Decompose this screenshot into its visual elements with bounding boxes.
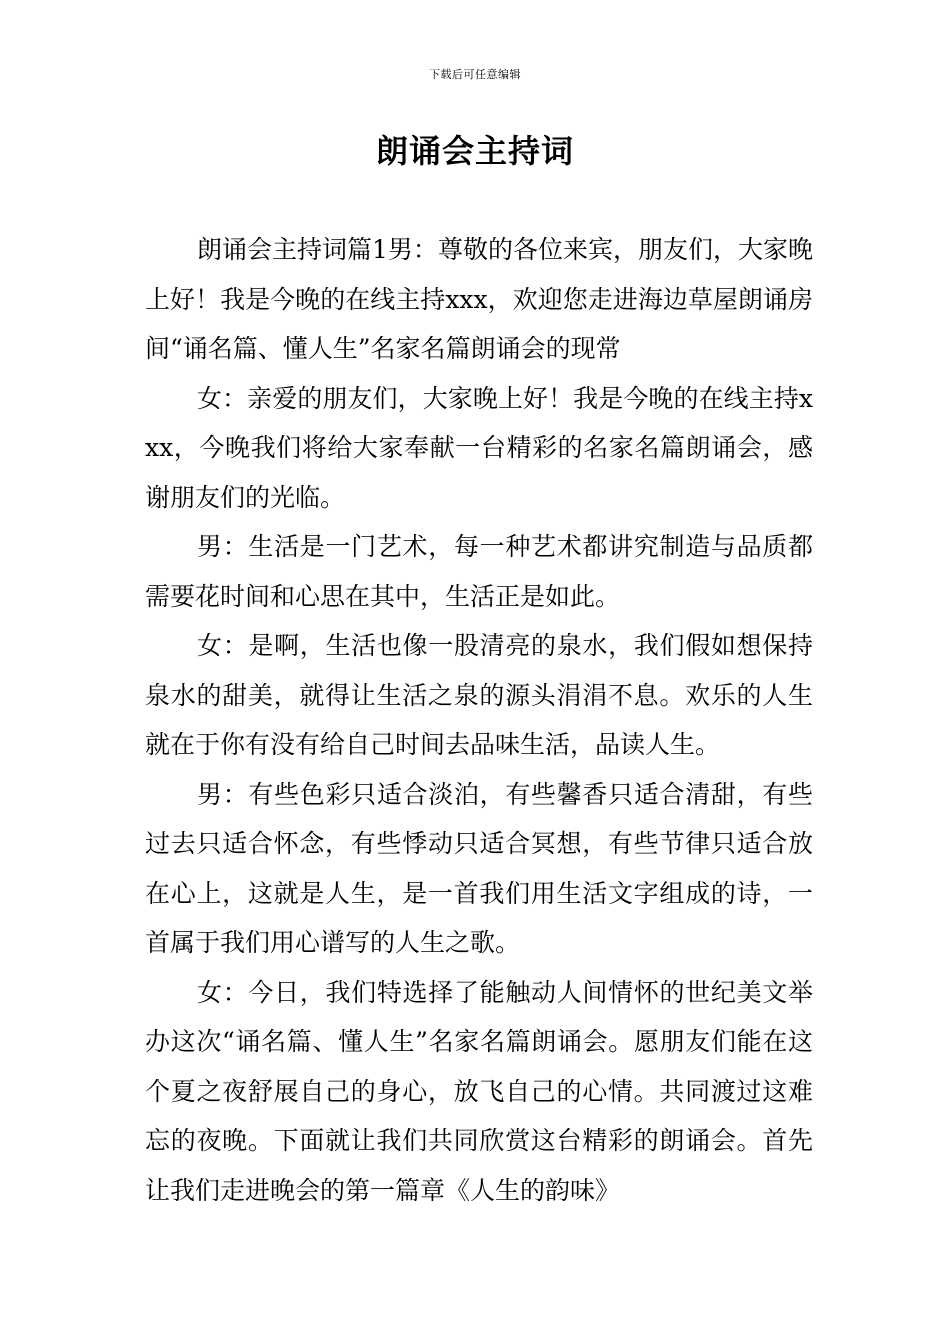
header-note: 下载后可任意编辑 (429, 68, 521, 81)
paragraph: 女：今日，我们特选择了能触动人间情怀的世纪美文举办这次“诵名篇、懂人生”名家名篇朗诵会。愿朋友们能在这个夏之夜舒展自己的身心，放飞自己的心情。共同渡过这难忘的夜晚。下面就让我们共同欣赏这台精彩的朗诵会。首先让我们走进晚会的第一篇章《人生的韵味》 (145, 977, 813, 1205)
paragraph: 男：生活是一门艺术，每一种艺术都讲究制造与品质都需要花时间和心思在其中，生活正是如此。 (145, 532, 813, 611)
paragraph: 女：亲爱的朋友们，大家晚上好！我是今晚的在线主持xxx，今晚我们将给大家奉献一台精彩的名家名篇朗诵会，感谢朋友们的光临。 (145, 383, 813, 512)
page-title: 朗诵会主持词 (375, 132, 574, 170)
paragraph: 朗诵会主持词篇1男：尊敬的各位来宾，朋友们，大家晚上好！我是今晚的在线主持xxx，欢迎您走进海边草屋朗诵房间“诵名篇、懂人生”名家名篇朗诵会的现常 (145, 235, 813, 363)
paragraph: 男：有些色彩只适合淡泊，有些馨香只适合清甜，有些过去只适合怀念，有些悸动只适合冥想，有些节律只适合放在心上，这就是人生，是一首我们用生活文字组成的诗，一首属于我们用心谱写的人生之歌。 (145, 779, 813, 957)
document-body (145, 225, 813, 1215)
paragraph: 女：是啊，生活也像一股清亮的泉水，我们假如想保持泉水的甜美，就得让生活之泉的源头涓涓不息。欢乐的人生就在于你有没有给自己时间去品味生活，品读人生。 (145, 631, 813, 759)
